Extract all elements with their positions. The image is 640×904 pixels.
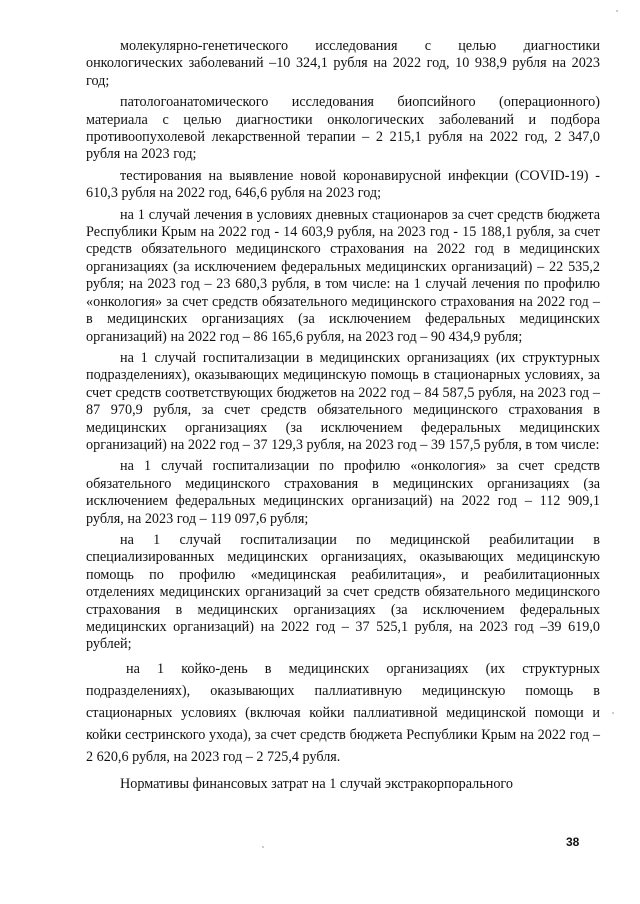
paragraph-oncology-hospitalization: на 1 случай госпитализации по профилю «онкология» за счет средств обязательного медицинского страхования в медицинских организациях (за исключением федеральных медицинских организаций) на 2022 год – 112 909,1 рубля, на 2023 год – 119 097,6 рубля; — [86, 458, 600, 527]
paragraph-palliative: на 1 койко-день в медицинских организациях (их структурных подразделениях), оказывающих паллиативную медицинскую помощь в стационарных условиях (включая койки паллиативной медицинской помощи и койки сестринского ухода), за счет средств бюджета Республики Крым на 2022 год – 2 620,6 рубля, на 2023 год – 2 725,4 рубля. — [86, 660, 600, 765]
page-number: 38 — [566, 835, 580, 849]
paragraph-hospitalization: на 1 случай госпитализации в медицинских организациях (их структурных подразделениях), оказывающих медицинскую помощь в стационарных условиях, за счет средств соответствующих бюджетов на 2022 год – 84 587,5 рубля, на 2023 год – 87 970,9 рубля, за счет средств обязательного медицинского страхования в медицинских организациях (за исключением федеральных медицинских организаций) на 2022 год – 37 129,3 рубля, на 2023 год – 39 157,5 рубля, в том числе: — [86, 349, 600, 453]
scan-speck — [616, 10, 618, 12]
paragraph-molecular-genetic: молекулярно-генетического исследования с целью диагностики онкологических заболеваний –10 324,1 рубля на 2022 год, 10 938,9 рубля на 2023 год; — [86, 38, 600, 89]
paragraph-extracorporeal: Нормативы финансовых затрат на 1 случай экстракорпорального — [120, 775, 513, 792]
document-body — [86, 38, 600, 797]
paragraph-day-hospital: на 1 случай лечения в условиях дневных стационаров за счет средств бюджета Республики Крым на 2022 год - 14 603,9 рубля, на 2023 год - 15 188,1 рубля, за счет средств обязательного медицинского страхования на 2022 год в медицинских организациях (за исключением федеральных медицинских организаций) – 22 535,2 рубля; на 2023 год – 23 680,3 рубля, в том числе: на 1 случай лечения по профилю «онкология» за счет средств обязательного медицинского страхования на 2022 год – в медицинских организациях (за исключением федеральных медицинских организаций) на 2022 год – 86 165,6 рубля, на 2023 год – 90 434,9 рубля; — [86, 206, 600, 345]
scan-speck — [262, 846, 264, 848]
scan-speck — [612, 712, 614, 714]
paragraph-covid-testing: тестирования на выявление новой коронавирусной инфекции (COVID-19) - 610,3 рубля на 2022 год, 646,6 рубля на 2023 год; — [86, 167, 600, 202]
paragraph-rehabilitation: на 1 случай госпитализации по медицинской реабилитации в специализированных медицинских организациях, оказывающих медицинскую помощь по профилю «медицинская реабилитация», и реабилитационных отделениях медицинских организаций за счет средств обязательного медицинского страхования в медицинских организациях (за исключением федеральных медицинских организаций) на 2022 год – 37 525,1 рубля, на 2023 год –39 619,0 рублей; — [86, 531, 600, 653]
paragraph-pathology: патологоанатомического исследования биопсийного (операционного) материала с целью диагностики онкологических заболеваний и подбора противоопухолевой лекарственной терапии – 2 215,1 рубля на 2022 год, 2 347,0 рубля на 2023 год; — [86, 94, 600, 163]
